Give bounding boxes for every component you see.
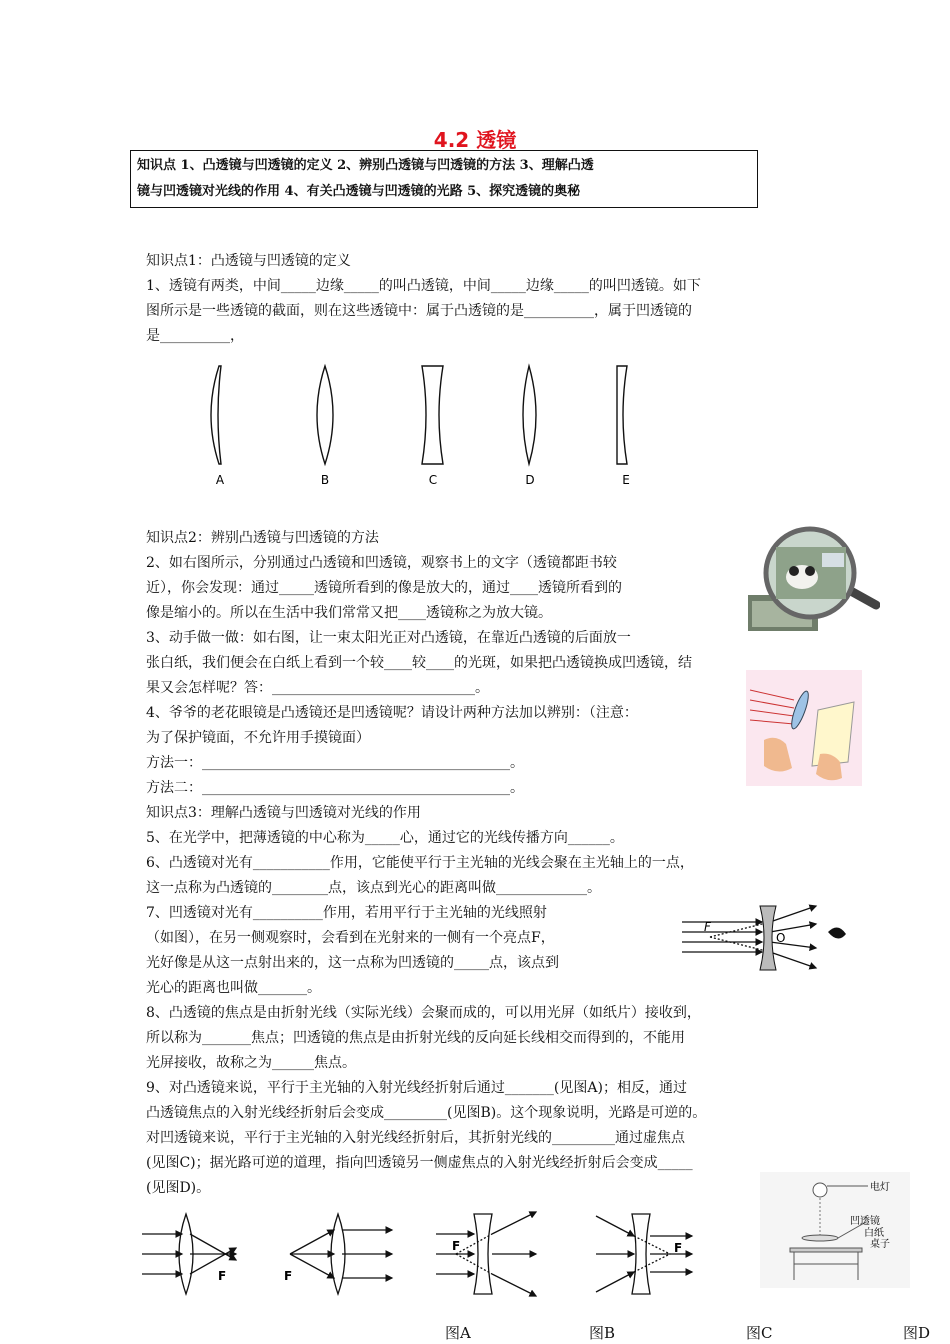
caption-figure-d: 图D bbox=[903, 1324, 931, 1342]
diagram-d-lens bbox=[632, 1214, 650, 1294]
q7-focus-label: F bbox=[704, 920, 711, 934]
lamp-lens-paper-diagram bbox=[760, 1172, 910, 1288]
page-title: 4.2 透镜 bbox=[433, 128, 517, 152]
section1-heading: 知识点1：凸透镜与凹透镜的定义 bbox=[146, 253, 351, 269]
diagram-c-focus: F bbox=[452, 1239, 461, 1253]
section3-heading: 知识点3：理解凸透镜与凹透镜对光线的作用 bbox=[146, 805, 421, 821]
magnifier-photo bbox=[742, 525, 880, 635]
method2-line: 方法二：____________________________________________。 bbox=[146, 780, 524, 796]
method1-line: 方法一：____________________________________________。 bbox=[146, 755, 524, 771]
q1-line2: 图所示是一些透镜的截面，则在这些透镜中：属于凸透镜的是__________，属于凹透镜的 bbox=[146, 303, 692, 319]
q2-line2: 近），你会发现：通过_____透镜所看到的像是放大的，通过____透镜所看到的 bbox=[146, 580, 622, 596]
lens-label-e: E bbox=[622, 473, 630, 487]
q9-line5: (见图D)。 bbox=[146, 1180, 211, 1196]
concave-lens-diagram bbox=[680, 898, 850, 978]
q2-line3: 像是缩小的。所以在生活中我们常常又把____透镜称之为放大镜。 bbox=[146, 605, 552, 621]
diagram-b bbox=[290, 1214, 392, 1294]
lens-label-d: D bbox=[525, 473, 535, 487]
q7-line4: 光心的距离也叫做_______。 bbox=[146, 980, 321, 996]
q3-line1: 3、动手做一做：如右图，让一束太阳光正对凸透镜，在靠近凸透镜的后面放一 bbox=[146, 630, 631, 646]
q1-line1: 1、透镜有两类，中间_____边缘_____的叫凸透镜，中间_____边缘_____的叫凹透镜。如下 bbox=[146, 278, 701, 294]
sunlight-paper-photo bbox=[746, 670, 862, 786]
lens-a-shape bbox=[211, 366, 221, 464]
table-label: 桌子 bbox=[870, 1239, 890, 1250]
q8-line1: 8、凸透镜的焦点是由折射光线（实际光线）会聚而成的，可以用光屏（如纸片）接收到， bbox=[146, 1005, 701, 1021]
q5-line: 5、在光学中，把薄透镜的中心称为_____心，通过它的光线传播方向______。 bbox=[146, 830, 624, 846]
knowledge-line-1: 知识点 1、凸透镜与凹透镜的定义 2、辨别凸透镜与凹透镜的方法 3、理解凸透 bbox=[137, 158, 594, 173]
q9-line4: (见图C)；据光路可逆的道理，指向凹透镜另一侧虚焦点的入射光线经折射后会变成_____ bbox=[146, 1155, 693, 1171]
lens-label-c: C bbox=[428, 473, 438, 487]
diagram-c-lens bbox=[474, 1214, 492, 1294]
lens-label-b: B bbox=[320, 473, 330, 487]
q8-line3: 光屏接收，故称之为______焦点。 bbox=[146, 1055, 356, 1071]
diagram-b-focus: F bbox=[284, 1269, 293, 1283]
knowledge-line-2: 镜与凹透镜对光线的作用 4、有关凸透镜与凹透镜的光路 5、探究透镜的奥秘 bbox=[137, 184, 581, 199]
caption-figure-b: 图B bbox=[589, 1324, 616, 1342]
q9-line3: 对凹透镜来说，平行于主光轴的入射光线经折射后，其折射光线的_________通过虚焦点 bbox=[146, 1130, 685, 1146]
q3-line3: 果又会怎样呢？答：_____________________________。 bbox=[146, 680, 489, 696]
q1-line3: 是__________， bbox=[146, 328, 244, 344]
q9-line2: 凸透镜焦点的入射光线经折射后会变成_________(见图B)。这个现象说明，光路是可逆的。 bbox=[146, 1105, 707, 1121]
q8-line2: 所以称为_______焦点；凹透镜的焦点是由折射光线的反向延长线相交而得到的，不能用 bbox=[146, 1030, 685, 1046]
q6-line1: 6、凸透镜对光有___________作用，它能使平行于主光轴的光线会聚在主光轴上的一点， bbox=[146, 855, 694, 871]
q7-line2: （如图），在另一侧观察时，会看到在光射来的一侧有一个亮点F， bbox=[146, 930, 555, 946]
lens-e-shape bbox=[617, 366, 627, 464]
concave-lens-label: 凹透镜 bbox=[850, 1216, 880, 1227]
q7-optical-center-label: O bbox=[776, 931, 786, 945]
white-paper-label: 白纸 bbox=[864, 1228, 884, 1239]
section2-heading: 知识点2：辨别凸透镜与凹透镜的方法 bbox=[146, 530, 379, 546]
diagram-d-focus: F bbox=[674, 1241, 683, 1255]
lens-cross-sections bbox=[195, 360, 655, 490]
ray-diagrams bbox=[140, 1208, 700, 1304]
q3-line2: 张白纸，我们便会在白纸上看到一个较____较____的光斑，如果把凸透镜换成凹透镜，结 bbox=[146, 655, 692, 671]
eye-icon bbox=[828, 927, 846, 938]
caption-figure-c: 图C bbox=[746, 1324, 773, 1342]
q6-line2: 这一点称为凸透镜的________点，该点到光心的距离叫做_____________。 bbox=[146, 880, 601, 896]
lens-c-shape bbox=[422, 366, 443, 464]
lamp-label: 电灯 bbox=[870, 1182, 890, 1193]
diagram-c bbox=[436, 1212, 536, 1296]
q7-line1: 7、凹透镜对光有__________作用，若用平行于主光轴的光线照射 bbox=[146, 905, 547, 921]
lens-d-shape bbox=[523, 366, 536, 464]
caption-figure-a: 图A bbox=[445, 1324, 471, 1342]
diagram-a-focus: F bbox=[218, 1269, 227, 1283]
q4-line2: 为了保护镜面，不允许用手摸镜面） bbox=[146, 730, 370, 746]
lens-b-shape bbox=[317, 366, 333, 464]
q2-line1: 2、如右图所示，分别通过凸透镜和凹透镜，观察书上的文字（透镜都距书较 bbox=[146, 555, 617, 571]
lens-label-a: A bbox=[215, 473, 225, 487]
q9-line1: 9、对凸透镜来说，平行于主光轴的入射光线经折射后通过_______(见图A)；相反，通过 bbox=[146, 1080, 687, 1096]
q4-line1: 4、爷爷的老花眼镜是凸透镜还是凹透镜呢？请设计两种方法加以辨别：（注意： bbox=[146, 705, 638, 721]
knowledge-points-box bbox=[130, 150, 758, 208]
q7-line3: 光好像是从这一点射出来的，这一点称为凹透镜的_____点，该点到 bbox=[146, 955, 559, 971]
